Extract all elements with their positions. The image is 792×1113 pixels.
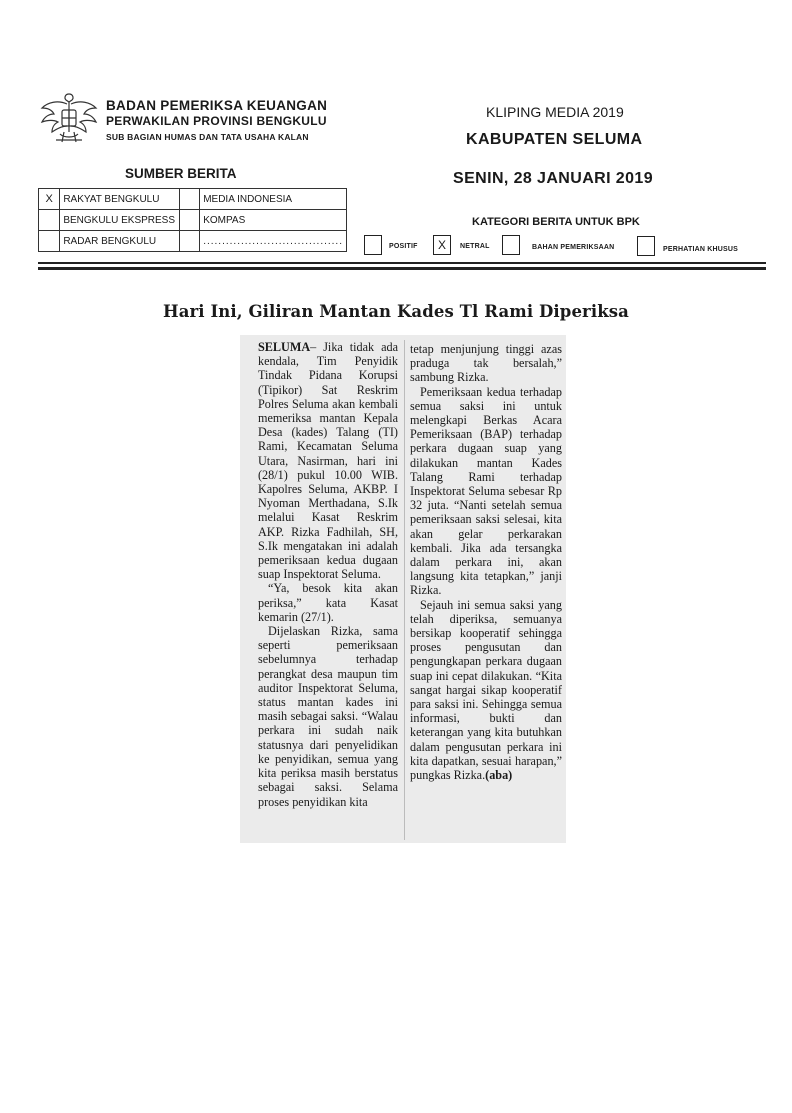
article-paragraph: Dijelaskan Rizka, sama seperti pemeriksaan sebelumnya terhadap perangkat desa maupun tim auditor Inspektorat Seluma, status mantan kades ini masih sebagai saksi. “Walau perkara ini sudah naik statusnya dari penyelidikan ke penyidikan, semua yang kita periksa masih berstatus sebagai saksi. Selama proses penyidikan kita: [258, 624, 398, 809]
kabupaten-title: KABUPATEN SELUMA: [466, 131, 643, 148]
header-divider: [38, 267, 766, 270]
kategori-checkbox-netral[interactable]: X: [433, 235, 451, 255]
sumber-mark: X: [39, 189, 60, 210]
garuda-emblem-icon: [38, 88, 100, 150]
sumber-name: RAKYAT BENGKULU: [60, 189, 180, 210]
kategori-checkbox-positif[interactable]: [364, 235, 382, 255]
date-title: SENIN, 28 JANUARI 2019: [453, 170, 653, 187]
article-paragraph: [258, 340, 398, 581]
article-headline: Hari Ini, Giliran Mantan Kades Tl Rami Diperiksa: [163, 302, 629, 321]
sumber-name: BENGKULU EKSPRESS: [60, 210, 180, 231]
sumber-name: .....................................: [200, 231, 347, 252]
kategori-checkbox-bahan-pemeriksaan[interactable]: [502, 235, 520, 255]
kategori-label-netral: NETRAL: [460, 243, 490, 250]
sumber-mark: [180, 210, 200, 231]
kategori-checkbox-perhatian-khusus[interactable]: [637, 236, 655, 256]
kliping-title: KLIPING MEDIA 2019: [486, 104, 624, 120]
sumber-table: [38, 188, 347, 252]
org-name-line1: BADAN PEMERIKSA KEUANGAN: [106, 98, 328, 113]
header-divider: [38, 262, 766, 264]
org-name-line3: SUB BAGIAN HUMAS DAN TATA USAHA KALAN: [106, 132, 309, 142]
article-column-2: [410, 342, 562, 782]
article-dateline: SELUMA: [258, 340, 311, 354]
article-signature: (aba): [485, 768, 513, 783]
kategori-title: KATEGORI BERITA UNTUK BPK: [472, 216, 640, 228]
article-column-1: [258, 340, 398, 809]
sumber-name: RADAR BENGKULU: [60, 231, 180, 252]
kategori-label-bahan-pemeriksaan: BAHAN PEMERIKSAAN: [532, 244, 615, 251]
org-name-line2: PERWAKILAN PROVINSI BENGKULU: [106, 114, 327, 128]
sumber-row: [39, 231, 347, 252]
sumber-name: KOMPAS: [200, 210, 347, 231]
sumber-mark: [39, 210, 60, 231]
kategori-label-perhatian-khusus: PERHATIAN KHUSUS: [663, 246, 739, 253]
article-paragraph: Pemeriksaan kedua terhadap semua saksi ini untuk melengkapi Berkas Acara Pemeriksaan (BAP) terhadap perkara dugaan suap yang dilakukan mantan Kades Talang Rami terhadap Inspektorat Seluma sebesar Rp 32 juta. “Nanti setelah semua pemeriksaan saksi selesai, kita akan gelar perkarakan kembali. Jika ada tersangka dalam perkara ini, akan langsung kita tetapkan,” janji Rizka.: [410, 384, 562, 598]
sumber-mark: [180, 189, 200, 210]
sumber-row: [39, 210, 347, 231]
article-paragraph: “Ya, besok kita akan periksa,” kata Kasat kemarin (27/1).: [258, 581, 398, 624]
sumber-row: [39, 189, 347, 210]
article-text: Sejauh ini semua saksi yang telah diperiksa, semuanya bersikap kooperatif sehingga proses pengusutan dan pengungkapan perkara dugaan suap ini cepat dilakukan. “Kita sangat hargai sikap kooperatif para saksi ini. Sehingga semua informasi, bukti dan keterangan yang kita butuhkan dalam pengusutan perkara ini kita dapatkan, sesuai harapan,” pungkas Rizka.: [410, 597, 562, 783]
article-text: – Jika tidak ada kendala, Tim Penyidik Tindak Pidana Korupsi (Tipikor) Sat Reskrim Polres Seluma akan kembali memeriksa mantan Kepala Desa (kades) Talang (TI) Rami, Kecamatan Seluma Utara, Nasirman, hari ini (28/1) pukul 10.00 WIB. Kapolres Seluma, AKBP. I Nyoman Merthadana, S.Ik melalui Kasat Reskrim AKP. Rizka Fadhilah, SH, S.Ik mengatakan ini adalah pemeriksaan kedua dugaan suap Inspektorat Seluma.: [258, 340, 398, 582]
kategori-label-positif: POSITIF: [389, 243, 418, 250]
article-paragraph: [410, 598, 562, 783]
sumber-name: MEDIA INDONESIA: [200, 189, 347, 210]
sumber-mark: [180, 231, 200, 252]
article-paragraph: tetap menjunjung tinggi azas praduga tak bersalah,” sambung Rizka.: [410, 342, 562, 385]
sumber-title: SUMBER BERITA: [125, 166, 237, 181]
column-divider: [404, 340, 405, 840]
sumber-mark: [39, 231, 60, 252]
